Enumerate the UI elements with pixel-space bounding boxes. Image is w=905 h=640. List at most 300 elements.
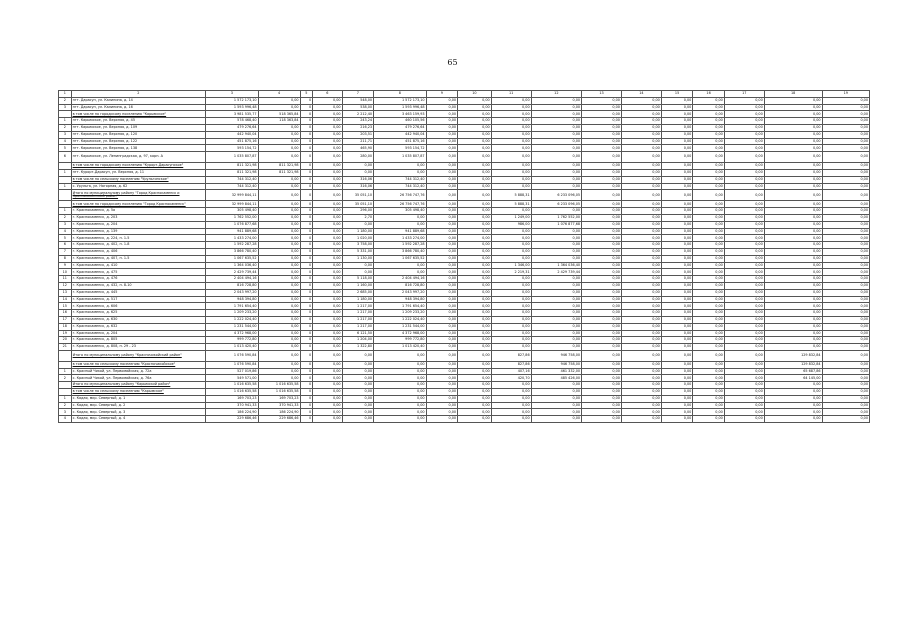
row-value-cell: 0,00 (661, 111, 693, 118)
row-value-cell: 0,00 (491, 145, 531, 152)
row-value-cell: 0,00 (258, 269, 300, 276)
row-value-cell: 1 067 635,52 (374, 255, 427, 262)
row-value-cell: 0,00 (342, 169, 374, 176)
row-value-cell: 0 (300, 330, 313, 337)
row-value-cell: 0,00 (426, 296, 458, 303)
row-value-cell: 2 429 739,44 (531, 269, 581, 276)
row-value-cell: 316,06 (342, 176, 374, 183)
row-value-cell: 0,00 (693, 402, 725, 409)
row-value-cell: 0,00 (458, 416, 492, 423)
row-value-cell: 0,00 (724, 221, 764, 228)
row-value-cell: 0,00 (822, 235, 869, 242)
row-value-cell: 0,00 (764, 344, 822, 351)
row-value-cell: 0,00 (426, 152, 458, 163)
row-value-cell: 0,00 (661, 145, 693, 152)
row-value-cell: 0,00 (313, 97, 342, 104)
row-index: 10 (59, 269, 72, 276)
row-value-cell: 0,00 (342, 163, 374, 170)
row-value-cell: 0,00 (661, 221, 693, 228)
row-value-cell: 0,00 (661, 289, 693, 296)
row-value-cell: 827,86 (491, 350, 531, 361)
row-value-cell: 0,00 (621, 296, 661, 303)
row-value-cell: 0,00 (764, 382, 822, 389)
row-value-cell: 518 365,84 (258, 111, 300, 118)
row-value-cell: 65 687,86 (764, 368, 822, 375)
row-value-cell: 0,00 (258, 368, 300, 375)
row-value-cell: 0,00 (458, 337, 492, 344)
row-value-cell: 1 209 233,20 (374, 310, 427, 317)
row-value-cell: 0,00 (693, 152, 725, 163)
row-value-cell: 0 (300, 416, 313, 423)
row-value-cell: 1 016 635,58 (258, 382, 300, 389)
row-value-cell: 0,00 (374, 375, 427, 382)
row-value-cell: 1 762 552,00 (531, 214, 581, 221)
row-value-cell: 538,00 (342, 104, 374, 111)
row-value-cell: 461 332,00 (531, 368, 581, 375)
row-value-cell: 0,00 (426, 337, 458, 344)
row-value-cell: 0,00 (426, 289, 458, 296)
row-value-cell: 0,00 (661, 190, 693, 201)
row-value-cell: 0,00 (724, 104, 764, 111)
row-index (59, 350, 72, 361)
column-number-cell: 1 (59, 91, 72, 98)
row-value-cell: 0,00 (764, 176, 822, 183)
row-value-cell: 0,00 (582, 416, 622, 423)
row-value-cell: 0,00 (724, 118, 764, 125)
row-address: г. Краснокаменск, д. 476 (71, 276, 205, 283)
row-index: 3 (59, 104, 72, 111)
row-value-cell: 0,00 (822, 208, 869, 215)
row-value-cell: 0,00 (621, 255, 661, 262)
table-row (59, 208, 870, 215)
row-value-cell: 0,00 (693, 382, 725, 389)
row-value-cell: 0,00 (661, 269, 693, 276)
row-value-cell: 0,00 (822, 368, 869, 375)
row-value-cell: 1 592 287,28 (206, 242, 259, 249)
row-value-cell: 0 (300, 289, 313, 296)
row-value-cell: 0,00 (531, 183, 581, 190)
row-value-cell: 0,00 (621, 409, 661, 416)
row-value-cell: 0,00 (621, 163, 661, 170)
row-value-cell: 0 (300, 152, 313, 163)
row-value-cell: 0,00 (621, 145, 661, 152)
row-value-cell: 0,00 (693, 235, 725, 242)
row-value-cell: 0,00 (822, 337, 869, 344)
row-value-cell: 0,00 (313, 296, 342, 303)
table-row (59, 131, 870, 138)
row-value-cell: 0,00 (693, 337, 725, 344)
row-address: г. Краснокаменск, д. 203 (71, 214, 205, 221)
row-value-cell: 0,00 (491, 183, 531, 190)
row-value-cell: 0,00 (491, 208, 531, 215)
row-value-cell: 0,00 (724, 375, 764, 382)
column-number-cell: 9 (426, 91, 458, 98)
row-value-cell: 0,00 (822, 310, 869, 317)
row-value-cell: 0,00 (764, 138, 822, 145)
row-value-cell: 0,00 (426, 416, 458, 423)
row-value-cell: 0 (300, 104, 313, 111)
row-value-cell: 0 (300, 214, 313, 221)
row-value-cell: 316,06 (342, 183, 374, 190)
row-value-cell: 0,00 (458, 228, 492, 235)
row-value-cell: 0,00 (313, 201, 342, 208)
row-value-cell: 0 (300, 316, 313, 323)
row-value-cell: 1 160,00 (342, 282, 374, 289)
row-value-cell: 0 (300, 282, 313, 289)
row-value-cell: 0,00 (822, 269, 869, 276)
row-value-cell: 0,00 (426, 235, 458, 242)
row-value-cell: 0,00 (724, 131, 764, 138)
row-address: пгт. Карымское, ул. Верхняя, д. 120 (71, 131, 205, 138)
row-value-cell: 0,00 (582, 382, 622, 389)
row-value-cell: 0,00 (491, 111, 531, 118)
table-row (59, 104, 870, 111)
row-index: 6 (59, 242, 72, 249)
row-value-cell: 0,00 (531, 97, 581, 104)
table-row (59, 97, 870, 104)
row-value-cell: 0,00 (531, 111, 581, 118)
row-value-cell: 999 772,80 (374, 337, 427, 344)
row-value-cell: 0,00 (724, 382, 764, 389)
row-value-cell: 0,00 (458, 375, 492, 382)
row-value-cell: 6 233 096,05 (531, 201, 581, 208)
row-value-cell: 0,00 (313, 344, 342, 351)
row-index: 7 (59, 248, 72, 255)
row-value-cell: 0,00 (822, 402, 869, 409)
row-value-cell: 0,00 (822, 255, 869, 262)
row-value-cell: 0,00 (531, 310, 581, 317)
row-value-cell: 0,00 (621, 183, 661, 190)
row-value-cell: 0,00 (764, 169, 822, 176)
row-value-cell: 0,00 (724, 402, 764, 409)
row-value-cell: 0,00 (582, 337, 622, 344)
row-value-cell: 0,00 (822, 169, 869, 176)
row-value-cell: 0,00 (661, 323, 693, 330)
row-value-cell: 0,00 (764, 269, 822, 276)
row-value-cell: 0,00 (661, 138, 693, 145)
row-value-cell: 0,00 (621, 269, 661, 276)
row-value-cell: 0,00 (458, 409, 492, 416)
row-value-cell: 0,00 (313, 262, 342, 269)
row-value-cell: 26 756 747,76 (374, 201, 427, 208)
row-value-cell: 0,00 (693, 138, 725, 145)
table-subtotal-row (59, 389, 870, 396)
column-number-cell: 18 (764, 91, 822, 98)
row-value-cell: 0,00 (764, 201, 822, 208)
row-value-cell: 0,00 (582, 303, 622, 310)
row-value-cell: 0,00 (458, 382, 492, 389)
table-row (59, 138, 870, 145)
row-value-cell: 0,00 (458, 111, 492, 118)
row-value-cell: 0,00 (822, 350, 869, 361)
row-address: г. Краснокаменск, д. 632 (71, 323, 205, 330)
row-value-cell: 948 394,80 (374, 296, 427, 303)
row-index (59, 389, 72, 396)
table-row (59, 262, 870, 269)
row-value-cell: 0,00 (458, 169, 492, 176)
row-address: пгт. Карымское, ул. Верхняя, д. 109 (71, 124, 205, 131)
row-value-cell: 0,00 (724, 344, 764, 351)
column-number-cell: 12 (531, 91, 581, 98)
row-value-cell: 0,00 (693, 208, 725, 215)
row-value-cell: 0,00 (764, 183, 822, 190)
row-value-cell: 2 404 494,16 (206, 276, 259, 283)
row-value-cell: 946 758,00 (531, 361, 581, 368)
row-value-cell: 0,00 (724, 350, 764, 361)
row-value-cell: 0,00 (258, 242, 300, 249)
row-value-cell: 0,00 (313, 214, 342, 221)
row-value-cell: 0,00 (582, 255, 622, 262)
row-value-cell: 0,00 (531, 255, 581, 262)
row-value-cell: 0 (300, 262, 313, 269)
row-address: с. Красный Чикой, ул. Первомайская, д. 76а (71, 375, 205, 382)
row-value-cell: 0,00 (724, 145, 764, 152)
row-value-cell: 0 (300, 296, 313, 303)
row-value-cell: 0,00 (822, 375, 869, 382)
row-value-cell: 0,00 (582, 111, 622, 118)
row-value-cell: 0,00 (822, 190, 869, 201)
row-value-cell: 0,00 (374, 389, 427, 396)
row-index: 1 (59, 169, 72, 176)
row-value-cell: 0 (300, 303, 313, 310)
row-address: с. Кадая, мкр. Северный, д. 4 (71, 416, 205, 423)
row-value-cell: 0,00 (491, 235, 531, 242)
row-value-cell: 0,00 (313, 350, 342, 361)
row-index: 8 (59, 255, 72, 262)
row-value-cell: 0,00 (764, 214, 822, 221)
row-value-cell: 0,00 (458, 282, 492, 289)
row-value-cell: 0,00 (491, 389, 531, 396)
row-value-cell: 0,00 (458, 296, 492, 303)
row-value-cell: 744 312,40 (374, 176, 427, 183)
row-index: 3 (59, 409, 72, 416)
row-value-cell: 0,00 (531, 323, 581, 330)
row-value-cell: 0,00 (724, 255, 764, 262)
row-value-cell: 0,00 (764, 316, 822, 323)
row-value-cell: 0,00 (621, 201, 661, 208)
row-value-cell: 0 (300, 111, 313, 118)
row-value-cell: 0,00 (426, 176, 458, 183)
row-value-cell: 0,00 (582, 176, 622, 183)
row-value-cell: 0,00 (374, 361, 427, 368)
table-row (59, 316, 870, 323)
column-number-cell: 5 (300, 91, 313, 98)
row-value-cell: 32 999 844,11 (206, 190, 259, 201)
row-value-cell: 0,00 (724, 124, 764, 131)
row-value-cell: 0 (300, 190, 313, 201)
row-value-cell: 1 249,00 (491, 214, 531, 221)
row-value-cell: 0,00 (724, 282, 764, 289)
row-value-cell: 0,00 (661, 409, 693, 416)
row-value-cell: 0,00 (661, 382, 693, 389)
row-value-cell: 0,00 (693, 190, 725, 201)
row-value-cell: 744 312,40 (206, 176, 259, 183)
row-value-cell: 0,00 (764, 145, 822, 152)
row-value-cell: 0,00 (426, 269, 458, 276)
row-value-cell: 816 728,80 (206, 282, 259, 289)
row-value-cell: 0,00 (822, 176, 869, 183)
row-value-cell: 0,00 (491, 289, 531, 296)
row-value-cell: 0,00 (582, 97, 622, 104)
row-value-cell: 0,00 (258, 221, 300, 228)
row-value-cell: 0,00 (693, 316, 725, 323)
row-value-cell: 0,00 (693, 183, 725, 190)
column-number-row (59, 91, 870, 98)
row-value-cell: 0,00 (724, 190, 764, 201)
table-subtotal-row (59, 201, 870, 208)
row-value-cell: 744 312,40 (206, 183, 259, 190)
column-number-cell: 6 (313, 91, 342, 98)
row-value-cell: 0,00 (258, 176, 300, 183)
row-value-cell: 6 121,50 (342, 330, 374, 337)
row-value-cell: 0,00 (822, 145, 869, 152)
row-value-cell: 811 321,98 (258, 169, 300, 176)
row-value-cell: 0,00 (693, 176, 725, 183)
row-value-cell: 0,00 (621, 221, 661, 228)
row-value-cell: 0,00 (724, 235, 764, 242)
row-value-cell: 0,00 (258, 152, 300, 163)
row-value-cell: 0,00 (724, 361, 764, 368)
row-value-cell: 1 067 635,52 (206, 255, 259, 262)
table-subtotal-row (59, 350, 870, 361)
row-value-cell: 1 217,00 (342, 316, 374, 323)
row-value-cell: 0,00 (491, 176, 531, 183)
row-value-cell: 0,00 (458, 330, 492, 337)
row-index: 21 (59, 344, 72, 351)
row-value-cell: 1 013 420,40 (206, 344, 259, 351)
row-value-cell: 0,00 (621, 214, 661, 221)
row-value-cell: 0 (300, 276, 313, 283)
row-value-cell: 0,00 (374, 163, 427, 170)
row-index: 6 (59, 152, 72, 163)
row-value-cell: 0,00 (426, 97, 458, 104)
row-address: с. Кадая, мкр. Северный, д. 2 (71, 402, 205, 409)
row-value-cell: 0,00 (764, 276, 822, 283)
row-value-cell: 0,00 (313, 138, 342, 145)
row-value-cell: 451 875,16 (374, 138, 427, 145)
row-value-cell: 0,00 (342, 361, 374, 368)
row-value-cell: 0,00 (426, 228, 458, 235)
row-value-cell: 816 728,80 (374, 282, 427, 289)
row-value-cell: 0,00 (724, 395, 764, 402)
row-value-cell: 0,00 (258, 289, 300, 296)
row-value-cell: 0,00 (426, 242, 458, 249)
row-value-cell: 0,00 (693, 118, 725, 125)
row-value-cell: 999 772,80 (206, 337, 259, 344)
row-index: 3 (59, 221, 72, 228)
row-value-cell: 0,00 (693, 289, 725, 296)
row-value-cell: 0,00 (374, 214, 427, 221)
row-value-cell: 0,00 (724, 316, 764, 323)
row-value-cell: 0,00 (661, 282, 693, 289)
row-value-cell: 0,00 (426, 131, 458, 138)
row-address: г. Краснокаменск, д. 402, п. 1-8 (71, 242, 205, 249)
row-value-cell: 0,00 (661, 97, 693, 104)
row-value-cell: 0,00 (313, 131, 342, 138)
row-value-cell: 0,00 (491, 416, 531, 423)
row-value-cell: 0,00 (491, 118, 531, 125)
row-address: пгт. Карымское, ул. Верхняя, д. 45 (71, 118, 205, 125)
table-row (59, 395, 870, 402)
row-value-cell: 0,00 (822, 382, 869, 389)
row-value-cell: 442 940,04 (206, 131, 259, 138)
row-value-cell: 0,00 (313, 303, 342, 310)
row-value-cell: 0,00 (724, 389, 764, 396)
table-row (59, 276, 870, 283)
row-value-cell: 1 572 173,10 (206, 97, 259, 104)
row-value-cell: 1 076 877,68 (206, 221, 259, 228)
row-index: 1 (59, 183, 72, 190)
row-value-cell: 0,00 (426, 282, 458, 289)
row-value-cell: 0,00 (531, 409, 581, 416)
row-value-cell: 0,00 (313, 337, 342, 344)
row-value-cell: 0,00 (764, 242, 822, 249)
row-value-cell: 0,00 (426, 323, 458, 330)
row-value-cell: 0,00 (724, 248, 764, 255)
row-value-cell: 0,00 (582, 289, 622, 296)
row-value-cell: 0,00 (693, 350, 725, 361)
row-value-cell: 0,00 (491, 323, 531, 330)
row-value-cell: 0,00 (764, 255, 822, 262)
row-value-cell: 0,00 (531, 395, 581, 402)
row-value-cell: 0,00 (458, 395, 492, 402)
row-value-cell: 0,00 (764, 262, 822, 269)
row-value-cell: 1 762 552,00 (206, 214, 259, 221)
row-value-cell: 0,00 (313, 361, 342, 368)
row-value-cell: 0,00 (693, 416, 725, 423)
row-value-cell: 0,00 (313, 330, 342, 337)
row-value-cell: 0,00 (621, 282, 661, 289)
row-value-cell: 0,00 (582, 389, 622, 396)
row-value-cell: 0,00 (822, 183, 869, 190)
row-address: в том числе по сельскому поселению "Красночикойское" (71, 361, 205, 368)
row-value-cell: 0 (300, 375, 313, 382)
row-value-cell: 0,00 (342, 262, 374, 269)
page-number: 65 (447, 58, 458, 67)
row-value-cell: 0 (300, 310, 313, 317)
row-value-cell: 0,00 (458, 201, 492, 208)
row-value-cell: 0,00 (822, 323, 869, 330)
row-value-cell: 0,00 (693, 201, 725, 208)
row-value-cell: 811 321,98 (206, 169, 259, 176)
row-value-cell: 0,00 (724, 152, 764, 163)
row-value-cell: 0,00 (621, 303, 661, 310)
row-value-cell: 0,00 (491, 152, 531, 163)
row-value-cell: 0,00 (313, 282, 342, 289)
row-value-cell: 0,00 (313, 316, 342, 323)
row-value-cell: 0,00 (531, 163, 581, 170)
row-value-cell: 0,00 (458, 131, 492, 138)
row-value-cell: 0,00 (724, 269, 764, 276)
row-value-cell: 0 (300, 389, 313, 396)
row-value-cell: 0,00 (313, 409, 342, 416)
row-value-cell: 0,00 (693, 375, 725, 382)
row-index: 20 (59, 337, 72, 344)
row-value-cell: 0,00 (582, 282, 622, 289)
row-value-cell: 0,00 (458, 138, 492, 145)
row-value-cell: 0,00 (661, 350, 693, 361)
row-value-cell: 0,00 (313, 111, 342, 118)
row-value-cell: 0,00 (313, 163, 342, 170)
row-value-cell: 0,00 (531, 242, 581, 249)
row-value-cell: 0,00 (621, 276, 661, 283)
row-address: г. Краснокаменск, д. 625 (71, 310, 205, 317)
row-value-cell: 0,00 (258, 138, 300, 145)
row-value-cell: 0 (300, 248, 313, 255)
row-value-cell: 0,00 (621, 242, 661, 249)
table-row (59, 242, 870, 249)
row-value-cell: 0,00 (313, 375, 342, 382)
